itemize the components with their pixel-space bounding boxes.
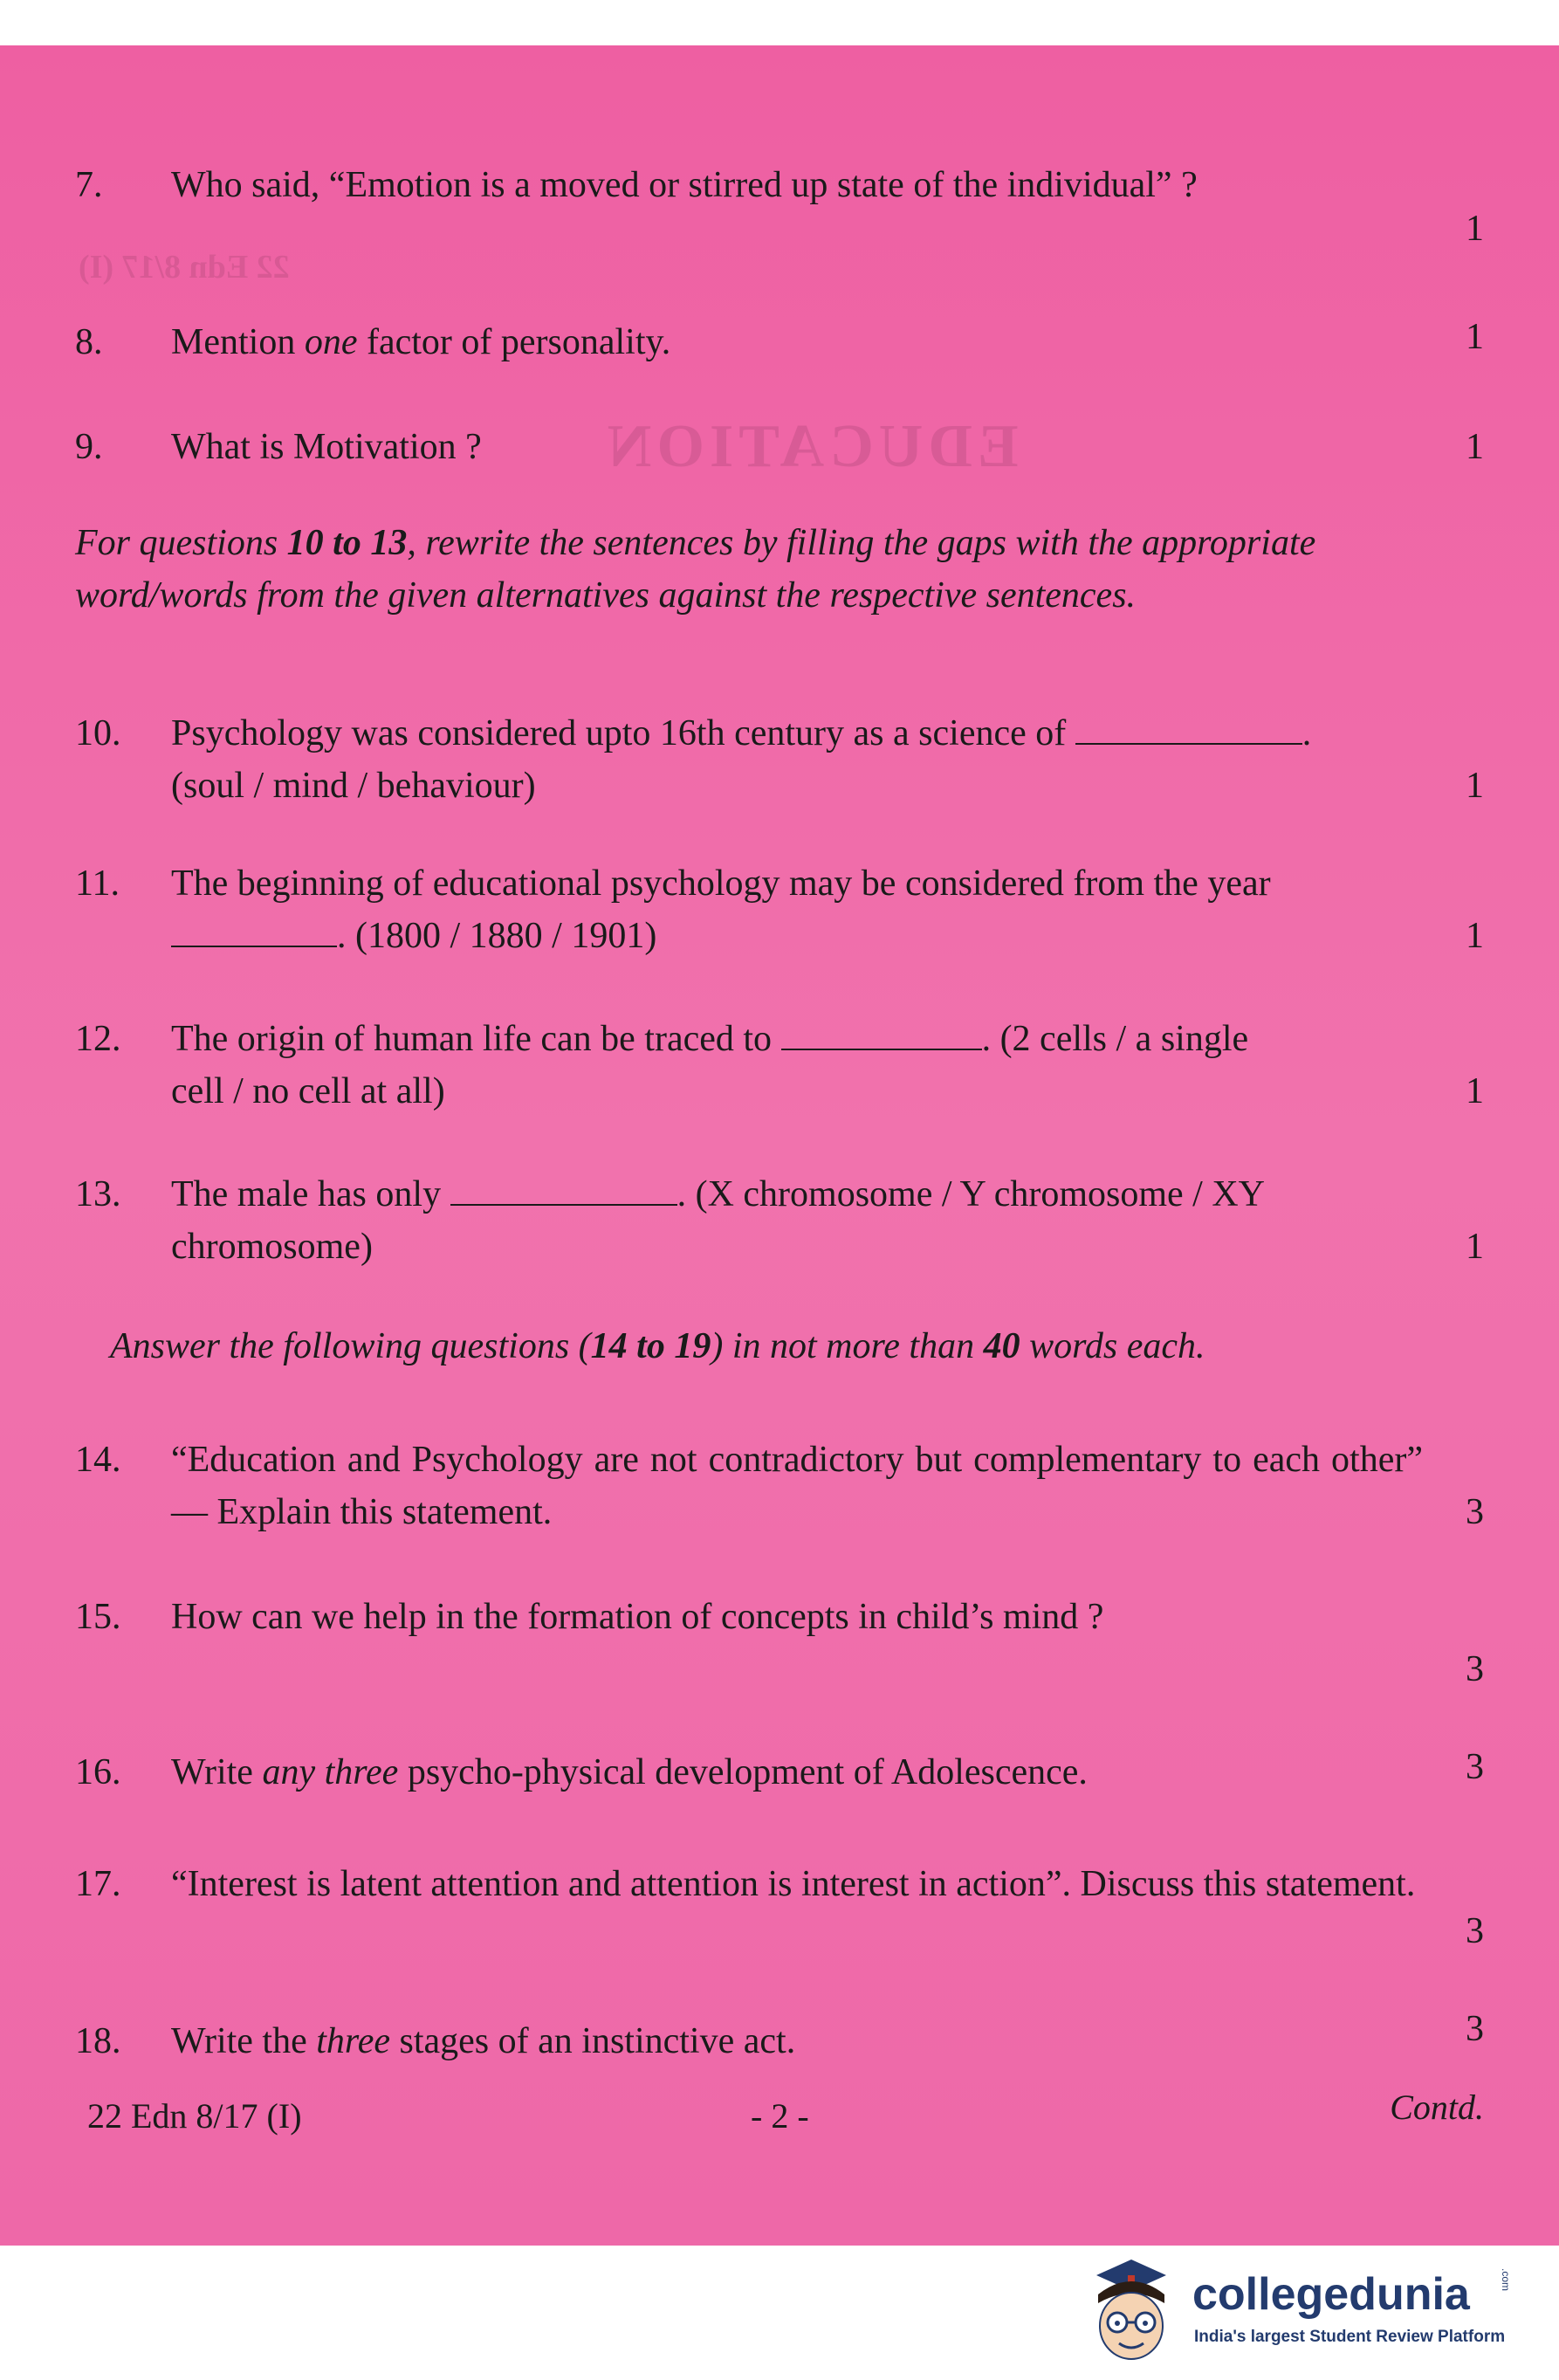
question-text: The beginning of educational psychology may be considered from the year . (1800 / 1880 / 1901) [171, 863, 1271, 956]
question-15 [75, 1591, 1484, 1689]
question-8 [75, 316, 1484, 368]
bleed-through-heading: EDUCATION [602, 413, 1019, 480]
page-number: - 2 - [751, 2096, 809, 2136]
question-13 [75, 1168, 1484, 1273]
answer-blank [450, 1169, 677, 1206]
question-text: “Education and Psychology are not contradictory but complementary to each other” — Explain this statement. [171, 1440, 1423, 1532]
collegedunia-logo[interactable] [1079, 2249, 1524, 2371]
marks: 3 [1466, 1911, 1484, 1951]
marks: 1 [1466, 766, 1484, 806]
marks: 3 [1466, 2009, 1484, 2049]
question-11 [75, 857, 1484, 962]
marks: 1 [1466, 1071, 1484, 1111]
question-number: 7. [75, 165, 103, 205]
question-text: “Interest is latent attention and attention is interest in action”. Discuss this statement. [171, 1864, 1416, 1904]
question-text: Who said, “Emotion is a moved or stirred up state of the individual” ? [171, 165, 1198, 205]
question-number: 12. [75, 1019, 121, 1059]
instruction-short-answer: Answer the following questions (14 to 19) in not more than 40 words each. [110, 1326, 1205, 1366]
question-number: 10. [75, 713, 121, 753]
question-10 [75, 707, 1484, 812]
marks: 3 [1466, 1747, 1484, 1787]
instruction-fill-gaps: For questions 10 to 13, rewrite the sentences by filling the gaps with the appropriate word/words from the given alternatives against the respective sentences. [75, 523, 1316, 616]
marks: 1 [1466, 1227, 1484, 1267]
brand-tagline: India's largest Student Review Platform [1194, 2328, 1506, 2346]
question-text: The male has only . (X chromosome / Y chromosome / XY chromosome) [171, 1168, 1423, 1273]
answer-blank [171, 911, 337, 947]
question-number: 13. [75, 1174, 121, 1214]
paper-code: 22 Edn 8/17 (I) [87, 2096, 302, 2136]
question-number: 16. [75, 1752, 121, 1792]
question-14 [75, 1434, 1484, 1538]
question-number: 18. [75, 2021, 121, 2061]
question-text: Mention one factor of personality. [171, 322, 671, 362]
marks: 1 [1466, 209, 1484, 249]
question-text: How can we help in the formation of concepts in child’s mind ? [171, 1597, 1104, 1637]
question-number: 15. [75, 1597, 121, 1637]
question-text: What is Motivation ? [171, 427, 482, 467]
marks: 3 [1466, 1649, 1484, 1689]
marks: 3 [1466, 1492, 1484, 1532]
question-text: Write any three psycho-physical development of Adolescence. [171, 1752, 1088, 1792]
continued-label: Contd. [1390, 2088, 1484, 2127]
question-9 [75, 421, 1484, 473]
brand-name: collegedunia [1192, 2269, 1470, 2320]
answer-blank [1075, 708, 1302, 745]
answer-blank [781, 1014, 982, 1050]
marks: 1 [1466, 916, 1484, 956]
marks: 1 [1466, 427, 1484, 467]
question-number: 11. [75, 863, 120, 904]
question-text: Write the three stages of an instinctive act. [171, 2021, 796, 2061]
question-18 [75, 2009, 1484, 2067]
question-16 [75, 1746, 1484, 1799]
bleed-through-code: 22 Edn 8/17 (I) [79, 249, 290, 285]
question-7 [75, 159, 1484, 249]
marks: 1 [1466, 317, 1484, 357]
question-number: 17. [75, 1864, 121, 1904]
mascot-icon [1079, 2249, 1184, 2371]
question-text: The origin of human life can be traced to . (2 cells / a single cell / no cell at all) [171, 1013, 1423, 1118]
question-text: Psychology was considered upto 16th century as a science of . (soul / mind / behaviour) [171, 707, 1423, 812]
question-number: 14. [75, 1440, 121, 1480]
question-number: 8. [75, 322, 103, 362]
exam-page [0, 45, 1559, 2246]
question-17 [75, 1858, 1484, 1951]
question-number: 9. [75, 427, 103, 467]
brand-domain: .com [1500, 2268, 1512, 2292]
question-12 [75, 1013, 1484, 1118]
